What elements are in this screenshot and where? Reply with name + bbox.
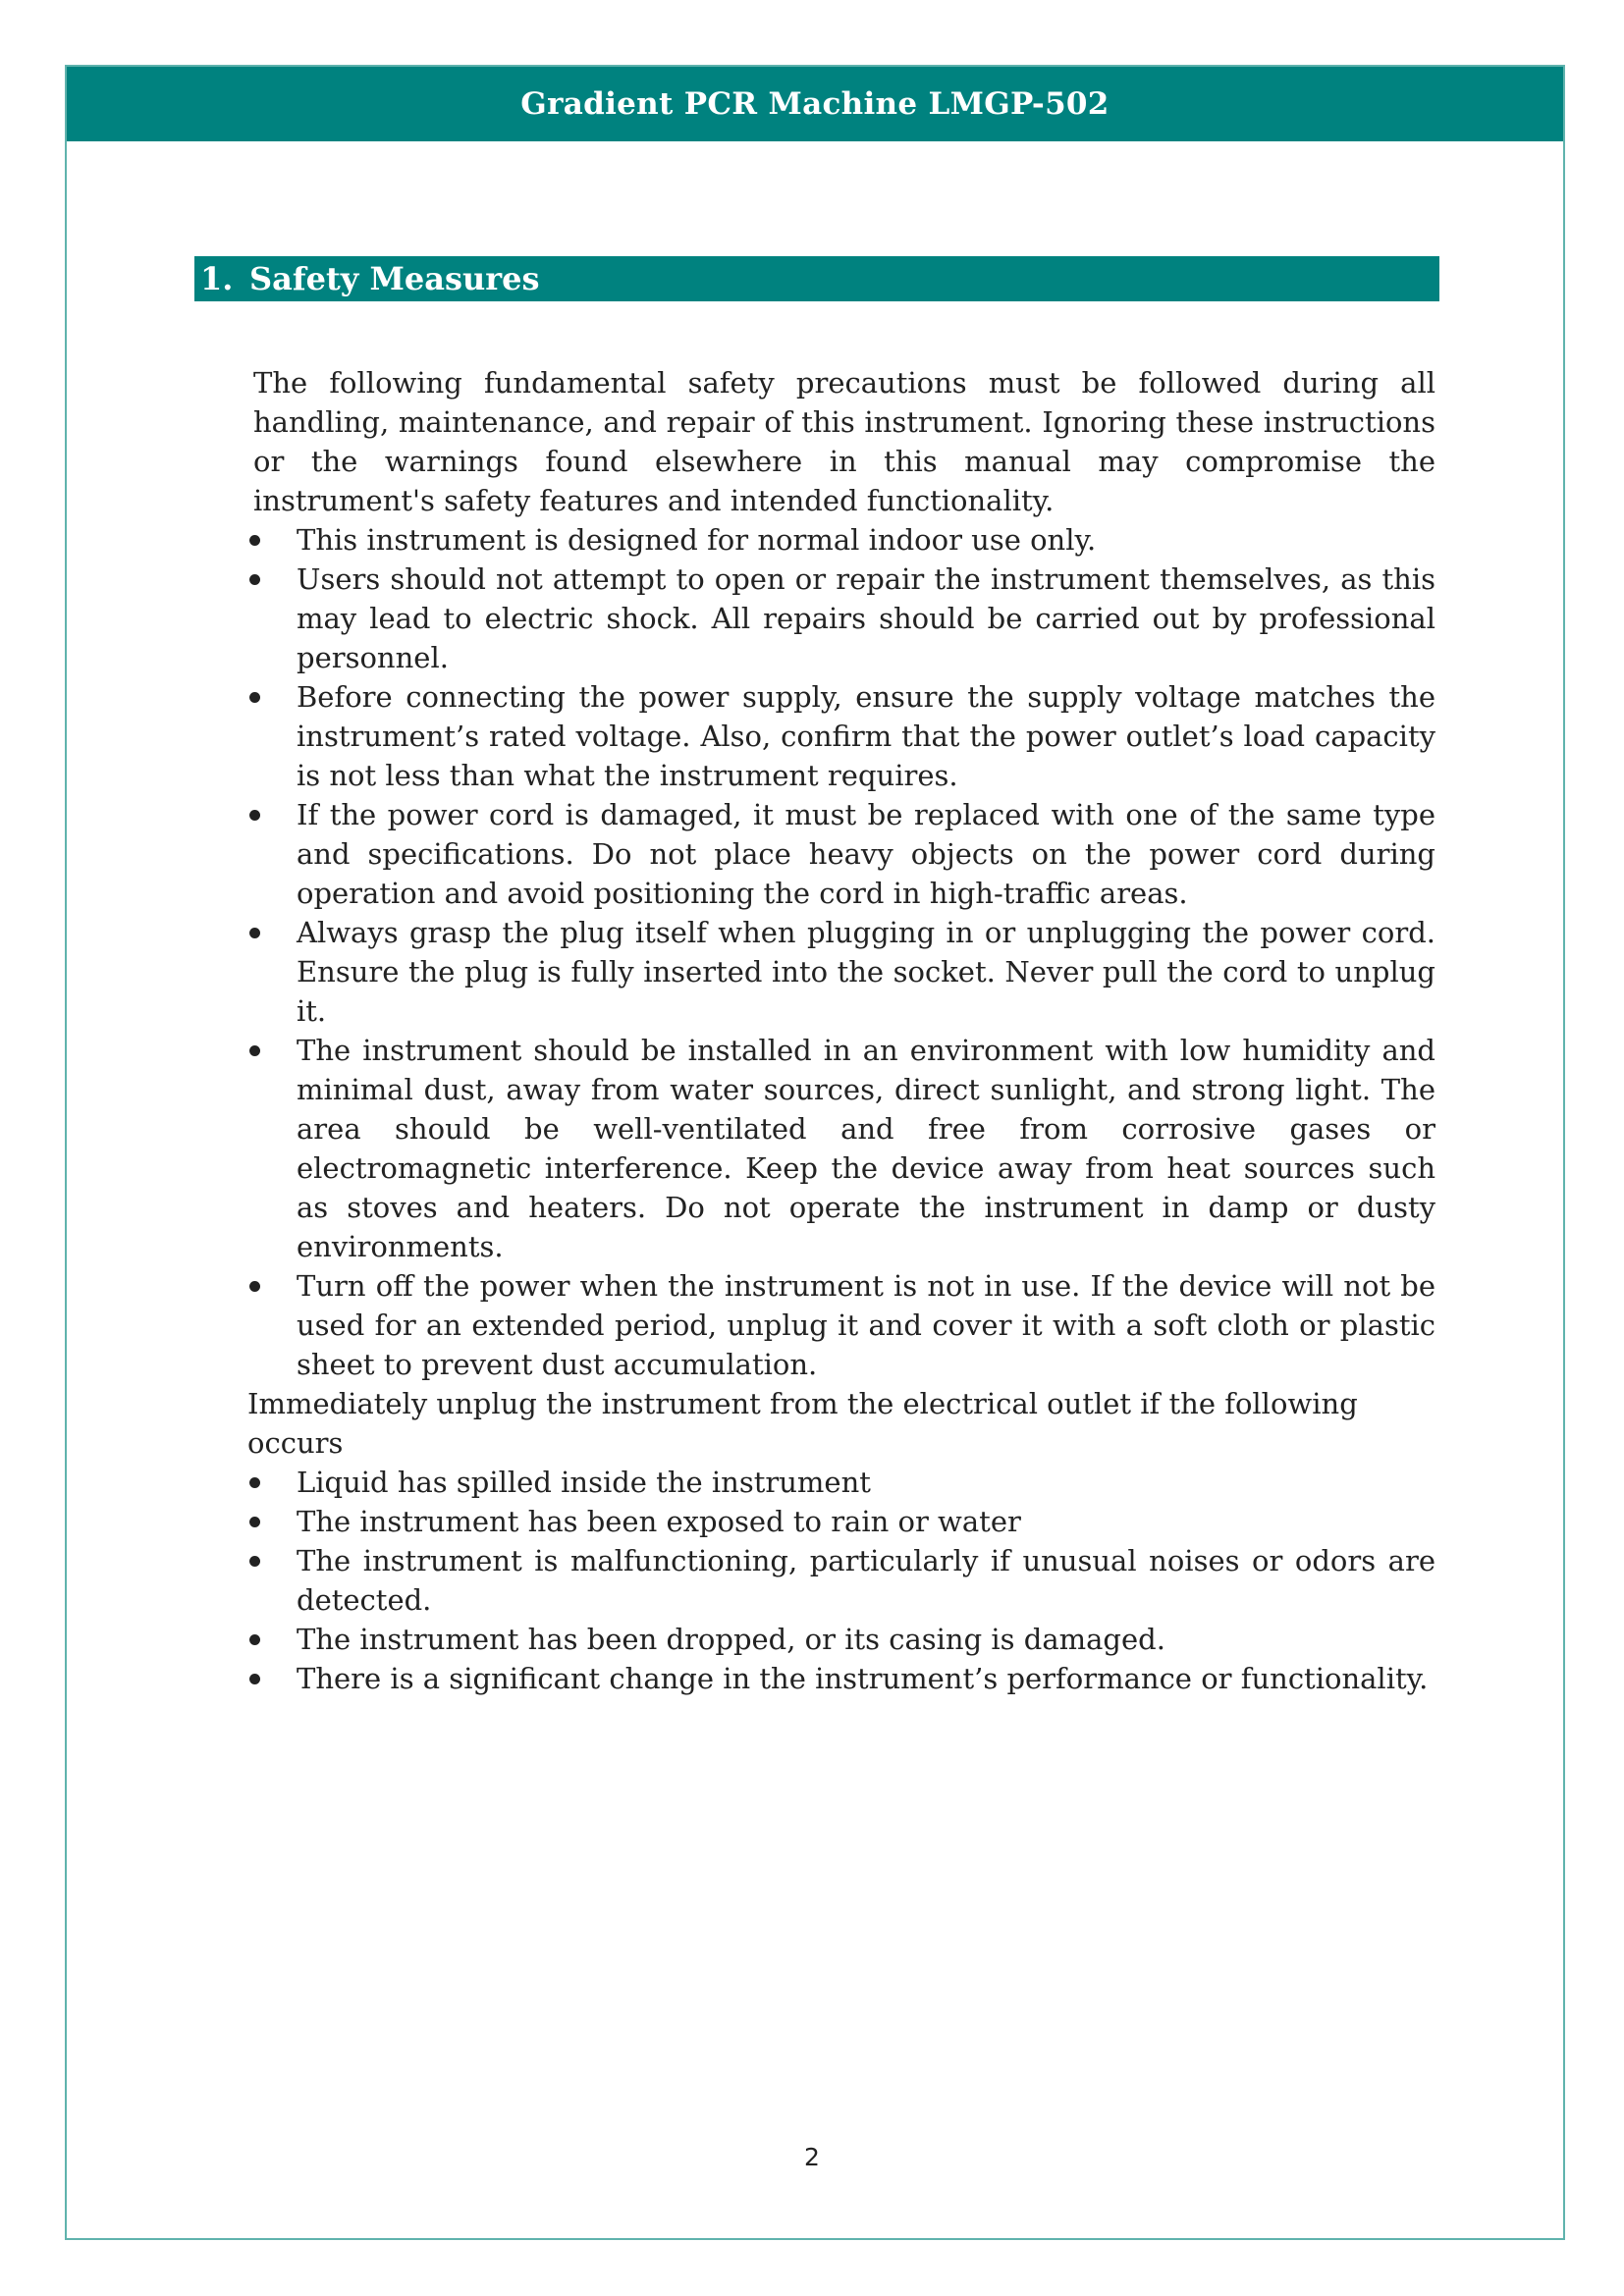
bullet-icon bbox=[249, 574, 260, 585]
list-item bbox=[247, 1266, 1435, 1384]
list-item bbox=[247, 560, 1435, 677]
list-item bbox=[247, 1502, 1435, 1541]
list-item bbox=[247, 795, 1435, 913]
list-item bbox=[247, 1463, 1435, 1502]
bullet-icon bbox=[249, 1634, 260, 1645]
list-item-text: The instrument has been exposed to rain or water bbox=[297, 1505, 1021, 1538]
bullet-icon bbox=[249, 535, 260, 546]
header-band bbox=[67, 67, 1563, 141]
unplug-lead-in: Immediately unplug the instrument from the electrical outlet if the following occurs bbox=[247, 1387, 1358, 1460]
bullet-icon bbox=[249, 928, 260, 938]
bullet-icon bbox=[249, 1674, 260, 1684]
list-item-text: Before connecting the power supply, ensure the supply voltage matches the instrument’s rated voltage. Also, confirm that the power outlet’s load capacity is not less than what the instrument requires. bbox=[297, 680, 1435, 792]
bullet-icon bbox=[249, 810, 260, 821]
list-item-text: If the power cord is damaged, it must be replaced with one of the same type and specifications. Do not place heavy objects on the power cord during operation and avoid positioning the cord in high-traffic areas. bbox=[297, 798, 1435, 910]
list-item bbox=[247, 1031, 1435, 1266]
section-title: Safety Measures bbox=[249, 260, 540, 297]
list-item-text: The instrument should be installed in an environment with low humidity and minimal dust, away from water sources, direct sunlight, and strong light. The area should be well-ventilated and free from corrosive gases or electromagnetic interference. Keep the device away from heat sources such as stoves and heaters. Do not operate the instrument in damp or dusty environments. bbox=[297, 1034, 1435, 1263]
document-title: Gradient PCR Machine LMGP-502 bbox=[520, 86, 1110, 122]
list-item-text: This instrument is designed for normal indoor use only. bbox=[297, 523, 1097, 557]
list-item-text: Users should not attempt to open or repair the instrument themselves, as this may lead to electric shock. All repairs should be carried out by professional personnel. bbox=[297, 562, 1435, 674]
list-item-text: Always grasp the plug itself when plugging in or unplugging the power cord. Ensure the plug is fully inserted into the socket. Never pull the cord to unplug it. bbox=[297, 916, 1435, 1028]
intro-paragraph: The following fundamental safety precautions must be followed during all handling, maintenance, and repair of this instrument. Ignoring these instructions or the warnings found elsewhere in this manual may compromise the instrument's safety features and intended functionality. bbox=[253, 366, 1435, 517]
list-item-text: There is a significant change in the instrument’s performance or functionality. bbox=[297, 1662, 1429, 1695]
list-item-text: Turn off the power when the instrument is not in use. If the device will not be used for an extended period, unplug it and cover it with a soft cloth or plastic sheet to prevent dust accumulation. bbox=[297, 1269, 1435, 1381]
bullet-icon bbox=[249, 1556, 260, 1567]
list-item bbox=[247, 677, 1435, 795]
list-item bbox=[247, 520, 1435, 560]
bullet-icon bbox=[249, 1517, 260, 1527]
bullet-icon bbox=[249, 692, 260, 703]
section-number: 1. bbox=[200, 260, 234, 297]
list-item-text: Liquid has spilled inside the instrument bbox=[297, 1466, 871, 1499]
bullet-icon bbox=[249, 1477, 260, 1488]
list-item bbox=[247, 1659, 1435, 1698]
bullet-icon bbox=[249, 1045, 260, 1056]
page-number: 2 bbox=[804, 2143, 820, 2171]
section-heading-bar bbox=[194, 256, 1439, 301]
list-item-text: The instrument is malfunctioning, particularly if unusual noises or odors are detected. bbox=[297, 1544, 1435, 1617]
list-item bbox=[247, 913, 1435, 1031]
precautions-list bbox=[247, 520, 1435, 1384]
list-item bbox=[247, 1620, 1435, 1659]
list-item bbox=[247, 1541, 1435, 1620]
list-item-text: The instrument has been dropped, or its casing is damaged. bbox=[297, 1623, 1165, 1656]
bullet-icon bbox=[249, 1281, 260, 1292]
section-body bbox=[247, 363, 1435, 1698]
unplug-conditions-list bbox=[247, 1463, 1435, 1698]
